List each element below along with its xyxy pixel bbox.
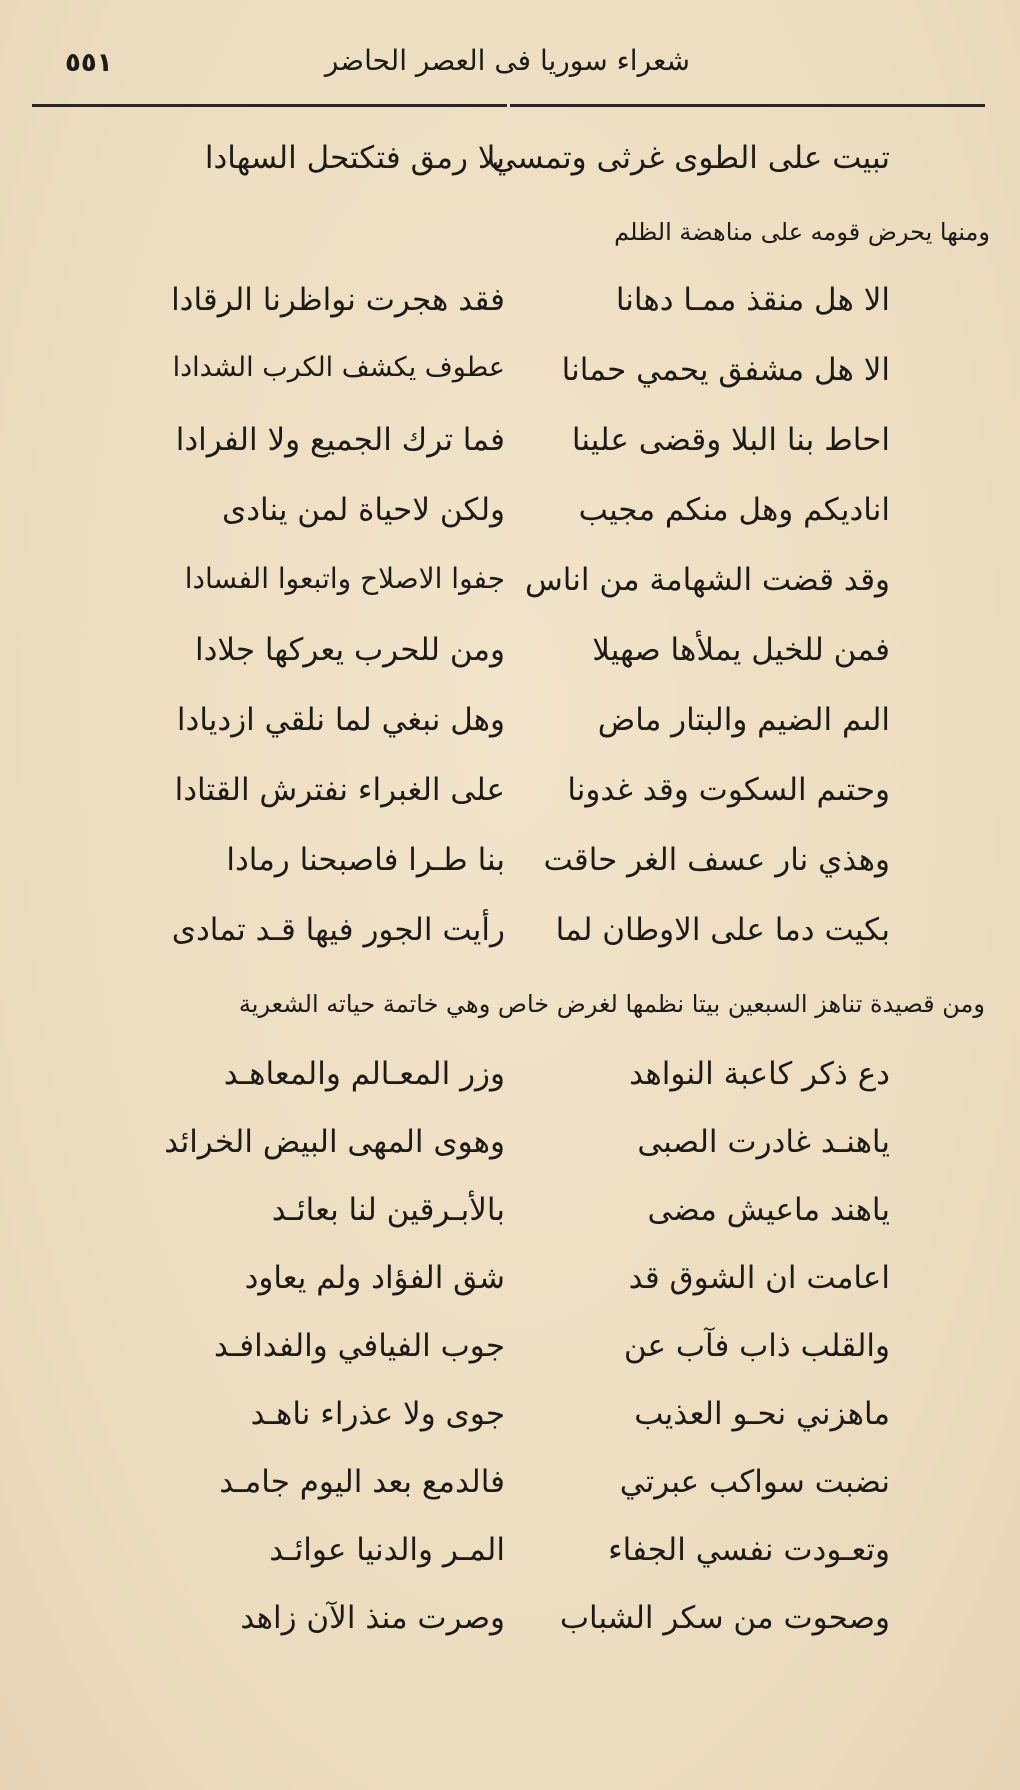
verse-first-hemistich: ماهزني نحـو العذيب: [634, 1396, 890, 1432]
verse-first-hemistich: فمن للخيل يملأها صهيلا: [592, 632, 890, 668]
verse-first-hemistich: وهذي نار عسف الغر حاقت: [543, 842, 890, 878]
section-note: ومنها يحرض قومه على مناهضة الظلم: [614, 218, 990, 246]
verse-second-hemistich: فما ترك الجميع ولا الفرادا: [175, 422, 505, 458]
verse: [0, 1464, 1020, 1530]
verse-first-hemistich: وتعـودت نفسي الجفاء: [608, 1532, 890, 1568]
verse-second-hemistich: جوب الفيافي والفدافـد: [213, 1328, 505, 1364]
verse-second-hemistich: بلا رمق فتكتحل السهادا: [204, 140, 505, 176]
verse: [0, 632, 1020, 698]
verse-second-hemistich: رأيت الجور فيها قـد تمادى: [171, 912, 505, 948]
verse-first-hemistich: الا هل منقذ ممـا دهانا: [615, 282, 890, 318]
verse-second-hemistich: على الغبراء نفترش القتادا: [174, 772, 505, 808]
verse-second-hemistich: وصرت منذ الآن زاهد: [240, 1600, 505, 1636]
verse: [0, 772, 1020, 838]
verse: [0, 282, 1020, 348]
verse-second-hemistich: وهل نبغي لما نلقي ازديادا: [176, 702, 505, 738]
verse: [0, 140, 1020, 206]
verse-first-hemistich: ياهنـد غادرت الصبى: [637, 1124, 890, 1160]
verse-first-hemistich: اناديكم وهل منكم مجيب: [578, 492, 890, 528]
verse-first-hemistich: الا هل مشفق يحمي حمانا: [561, 352, 890, 388]
verse: [0, 1328, 1020, 1394]
verse: [0, 842, 1020, 908]
verse-first-hemistich: وحتىم السكوت وقد غدونا: [567, 772, 890, 808]
verse-second-hemistich: جوى ولا عذراء ناهـد: [250, 1396, 505, 1432]
verse-second-hemistich: جفوا الاصلاح واتبعوا الفسادا: [184, 562, 505, 595]
verse: [0, 912, 1020, 978]
verse: [0, 422, 1020, 488]
header-rule-right: [510, 104, 985, 107]
verse-second-hemistich: بالأبـرقين لنا بعائـد: [271, 1192, 505, 1228]
verse: [0, 562, 1020, 628]
verse: [0, 1600, 1020, 1666]
verse-first-hemistich: تبيت على الطوى غرثى وتمسي: [491, 140, 890, 176]
verse-second-hemistich: عطوف يكشف الكرب الشدادا: [172, 352, 505, 383]
verse-first-hemistich: احاط بنا البلا وقضى علينا: [571, 422, 890, 458]
verse: [0, 1192, 1020, 1258]
header-rule-left: [32, 104, 507, 107]
verse-second-hemistich: وهوى المهى البيض الخرائد: [164, 1124, 505, 1160]
section-note: ومن قصيدة تناهز السبعين بيتا نظمها لغرض خاص وهي خاتمة حياته الشعرية: [238, 990, 985, 1018]
page-number: ٥٥١: [65, 48, 113, 78]
verse: [0, 1056, 1020, 1122]
verse: [0, 1124, 1020, 1190]
verse-second-hemistich: ومن للحرب يعركها جلادا: [195, 632, 505, 668]
verse-second-hemistich: ولكن لاحياة لمن ينادى: [221, 492, 505, 528]
verse: [0, 492, 1020, 558]
verse: [0, 1260, 1020, 1326]
verse-first-hemistich: الىم الضيم والبتار ماض: [597, 702, 890, 738]
verse-second-hemistich: فقد هجرت نواظرنا الرقادا: [171, 282, 505, 318]
verse-first-hemistich: والقلب ذاب فآب عن: [623, 1328, 890, 1364]
verse-first-hemistich: نضبت سواكب عبرتي: [619, 1464, 890, 1500]
verse-first-hemistich: اعامت ان الشوق قد: [628, 1260, 890, 1296]
verse-second-hemistich: المـر والدنيا عوائـد: [269, 1532, 505, 1568]
verse-first-hemistich: ياهند ماعيش مضى: [647, 1192, 890, 1228]
verse-second-hemistich: فالدمع بعد اليوم جامـد: [219, 1464, 505, 1500]
running-title: شعراء سوريا فى العصر الحاضر: [324, 44, 690, 77]
verse: [0, 1532, 1020, 1598]
verse-first-hemistich: بكيت دما على الاوطان لما: [555, 912, 890, 948]
verse-first-hemistich: دع ذكر كاعبة النواهد: [629, 1056, 890, 1092]
verse-second-hemistich: بنا طـرا فاصبحنا رمادا: [226, 842, 505, 878]
verse: [0, 1396, 1020, 1462]
verse: [0, 702, 1020, 768]
verse: [0, 352, 1020, 418]
verse-second-hemistich: شق الفؤاد ولم يعاود: [244, 1260, 505, 1296]
verse-first-hemistich: وقد قضت الشهامة من اناس: [524, 562, 890, 598]
page-header: [30, 40, 985, 90]
verse-second-hemistich: وزر المعـالم والمعاهـد: [223, 1056, 505, 1092]
verse-first-hemistich: وصحوت من سكر الشباب: [559, 1600, 890, 1636]
